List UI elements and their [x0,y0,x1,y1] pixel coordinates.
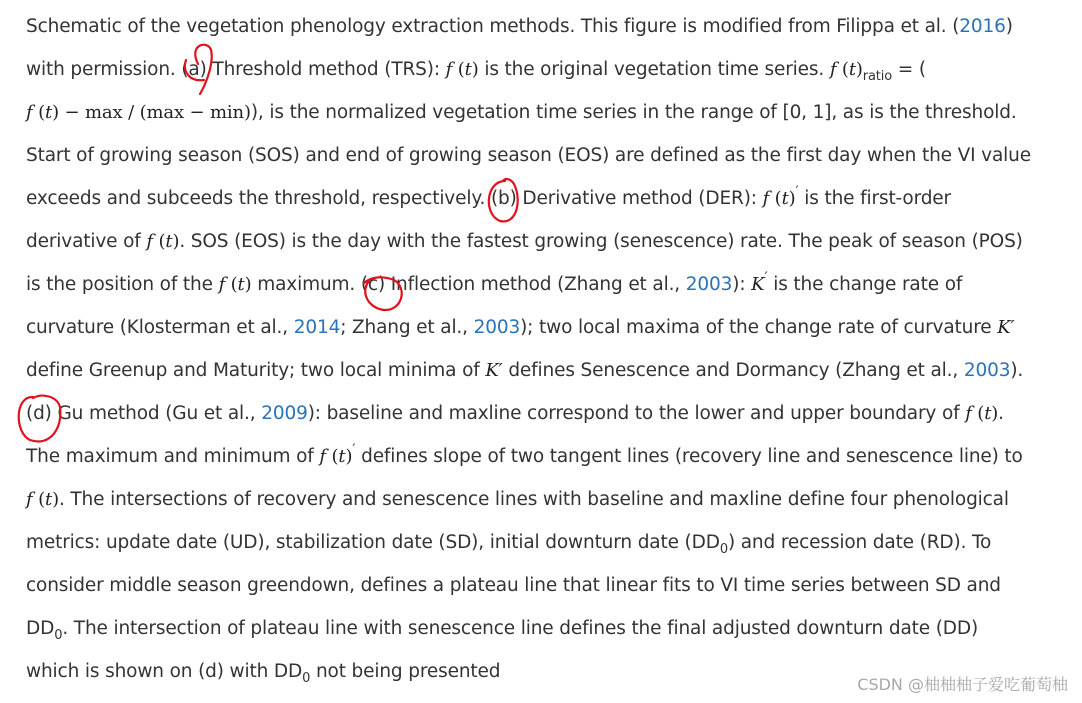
caption-text: consider middle season greendown, defines a plateau line that linear fits to VI time series between SD and [26,575,1001,596]
math-text: ) [471,59,479,80]
caption-text: define Greenup and Maturity; two local minima of [26,360,486,381]
math-text: ) − max / (max − min) [52,102,251,123]
caption-line [26,564,1076,607]
math-symbol: f [965,403,972,424]
caption-text: exceeds and subceeds the threshold, respectively. (b) Derivative method (DER): [26,188,763,209]
caption-text: defines slope of two tangent lines (recovery line and senescence line) to [355,446,1023,467]
math-symbol: f [319,446,326,467]
math-text: ) [52,489,59,510]
math-symbol: f [829,59,837,80]
citation-link[interactable]: 2014 [293,317,341,338]
caption-line [26,306,1076,349]
math-symbol: K′ [997,317,1015,338]
math-symbol: f [26,489,33,510]
caption-line [26,177,1076,220]
math-text: ( [325,446,339,467]
math-symbol: f [218,274,226,295]
caption-text: ), is the normalized vegetation time series in the range of [0, 1], as is the threshold. [250,102,1017,123]
caption-line [26,607,1076,650]
math-symbol: t [464,59,472,80]
caption-text: . [998,403,1004,424]
math-symbol: f [26,102,33,123]
caption-text: not being presented [310,661,501,682]
math-symbol: K′ [485,360,503,381]
subscript: 0 [719,542,728,557]
caption-text: defines Senescence and Dormancy (Zhang et al., [502,360,964,381]
caption-line [26,392,1076,435]
math-text: ( [971,403,985,424]
caption-text: DD [26,618,55,639]
caption-text: Start of growing season (SOS) and end of growing season (EOS) are defined as the first day when the VI value [26,145,1031,166]
caption-line [26,48,1076,91]
caption-text: is the original vegetation time series. [478,59,830,80]
math-text: ( [452,59,465,80]
caption-line [26,134,1076,177]
math-text: ( [225,274,238,295]
caption-text: ). [1010,360,1024,381]
caption-text: which is shown on (d) with DD [26,661,303,682]
subscript: 0 [54,628,63,643]
prime-superscript: ′ [352,442,356,458]
caption-line [26,435,1076,478]
caption-text: ) [1005,16,1013,37]
caption-line [26,349,1076,392]
subscript: 0 [302,671,311,686]
citation-link[interactable]: 2003 [473,317,521,338]
math-symbol: t [781,188,789,209]
math-symbol: t [338,446,346,467]
math-symbol: K [751,274,765,295]
caption-text: metrics: update date (UD), stabilization date (SD), initial downturn date (DD [26,532,720,553]
caption-line [26,478,1076,521]
math-text: ) [991,403,999,424]
math-text: ) [244,274,252,295]
math-text: ( [152,231,166,252]
caption-text: . The intersection of plateau line with senescence line defines the final adjusted downturn date (DD) [62,618,979,639]
caption-text: ); two local maxima of the change rate of curvature [520,317,998,338]
subscript: ratio [862,69,893,84]
caption-text: ): [732,274,752,295]
caption-line [26,263,1076,306]
caption-text: . SOS (EOS) is the day with the fastest growing (senescence) rate. The peak of season (POS) [179,231,1023,252]
math-text: ) [855,59,863,80]
prime-superscript: ′ [795,184,799,200]
math-text: ) [345,446,353,467]
caption-text: is the position of the [26,274,219,295]
math-symbol: t [984,403,992,424]
math-text: ) [788,188,796,209]
caption-text: ; Zhang et al., [340,317,474,338]
caption-text: with permission. (a) Threshold method (TRS): [26,59,446,80]
caption-text: . The intersections of recovery and senescence lines with baseline and maxline define four phenological [58,489,1009,510]
math-symbol: t [848,59,856,80]
citation-link[interactable]: 2009 [261,403,308,424]
caption-line [26,91,1076,134]
math-text: ( [32,489,45,510]
math-symbol: f [762,188,770,209]
caption-text: maximum. (c) Inflection method (Zhang et al., [251,274,686,295]
caption-paragraph [26,5,1076,693]
math-symbol: f [445,59,453,80]
math-symbol: f [146,231,153,252]
math-text: ( [769,188,782,209]
watermark: CSDN @柚柚柚子爱吃葡萄柚 [857,675,1068,694]
citation-link[interactable]: 2003 [685,274,733,295]
caption-text: (d) Gu method (Gu et al., [26,403,262,424]
math-symbol: t [44,489,53,510]
caption-text: Schematic of the vegetation phenology extraction methods. This figure is modified from Filippa et al. ( [26,16,960,37]
math-text: ( [836,59,849,80]
citation-link[interactable]: 2003 [963,360,1011,381]
math-symbol: t [44,102,53,123]
math-symbol: t [237,274,245,295]
prime-superscript: ′ [764,270,768,286]
citation-link[interactable]: 2016 [959,16,1006,37]
caption-line [26,5,1076,48]
caption-text: derivative of [26,231,147,252]
caption-text: ): baseline and maxline correspond to the lower and upper boundary of [307,403,966,424]
caption-text: curvature (Klosterman et al., [26,317,294,338]
math-text: ) [172,231,180,252]
caption-text: = ( [892,59,926,80]
caption-line [26,220,1076,263]
caption-text: The maximum and minimum of [26,446,320,467]
caption-text: is the change rate of [767,274,963,295]
caption-text: is the first-order [798,188,951,209]
caption-line [26,521,1076,564]
math-symbol: t [165,231,173,252]
math-text: ( [32,102,45,123]
caption-text: ) and recession date (RD). To [727,532,992,553]
